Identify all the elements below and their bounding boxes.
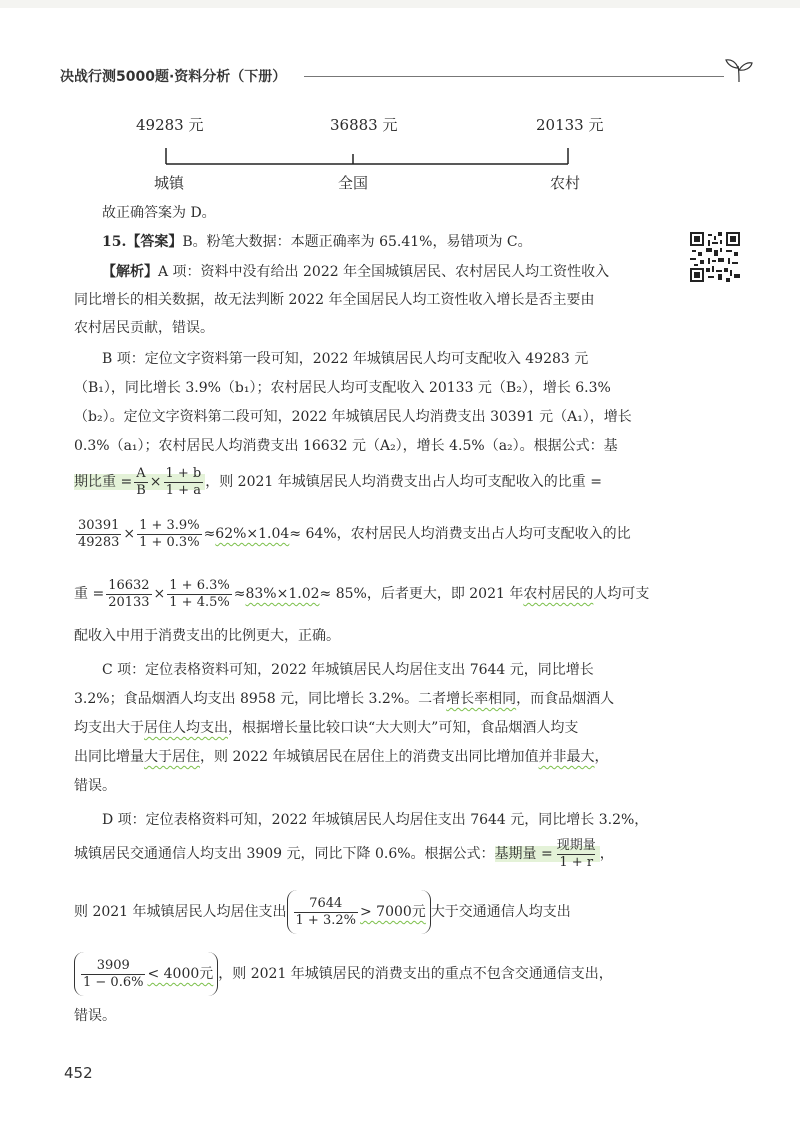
page-number: 452 xyxy=(64,1064,93,1082)
scale-value-urban: 49283 元 xyxy=(136,116,204,134)
page-header xyxy=(60,66,750,90)
analysis-text-a: A 项：资料中没有给出 2022 年全国城镇居民、农村居民人均工资性收入 xyxy=(158,264,610,280)
item-d-line-3: 则 2021 年城镇居民人均居住支出 $\frac{7644}{1 + 3.2\%}$ > 7000元 大于交通通信人均支出 xyxy=(74,890,571,934)
scale-bracket xyxy=(130,142,650,172)
top-band xyxy=(0,0,800,8)
scale-label-rural: 农村 xyxy=(550,174,581,192)
scale-label-national: 全国 xyxy=(338,174,369,192)
item-b-line-3: （b₂）。定位文字资料第二段可知，2022 年城镇居民人均消费支出 30391 元（A₁），增长 xyxy=(74,409,632,425)
item-b-line-4: 0.3%（a₁）；农村居民人均消费支出 16632 元（A₂），增长 4.5%（a₂）。根据公式：基 xyxy=(74,438,618,454)
analysis-label: 【解析】 xyxy=(102,264,158,280)
answer-label: 15.【答案】 xyxy=(102,234,183,250)
item-b-formula-line xyxy=(74,462,602,502)
income-scale-diagram xyxy=(130,114,650,198)
scale-label-urban: 城镇 xyxy=(154,174,185,192)
item-c-line-1: C 项：定位表格资料可知，2022 年城镇居民人均居住支出 7644 元，同比增长 xyxy=(102,662,594,678)
answer-line xyxy=(102,232,532,252)
sprout-icon xyxy=(724,56,754,82)
analysis-line-1 xyxy=(102,262,609,282)
scale-value-national: 36883 元 xyxy=(330,116,398,134)
fraction-rural-ratio: $\frac{16632}{20133}$ xyxy=(108,577,150,610)
paren-housing: $\frac{7644}{1 + 3.2\%}$ > 7000元 xyxy=(287,890,431,934)
conclusion-line: 故正确答案为 D。 xyxy=(102,205,216,221)
scale-value-rural: 20133 元 xyxy=(536,116,604,134)
item-b-line-2: （B₁），同比增长 3.9%（b₁）；农村居民人均可支配收入 20133 元（B₂），增长 6.3% xyxy=(74,380,611,396)
analysis-line-2: 同比增长的相关数据，故无法判断 2022 年全国居民人均工资性收入增长是否主要由 xyxy=(74,292,595,308)
paren-transport: $\frac{3909}{1 - 0.6\%}$ < 4000元 xyxy=(74,952,218,996)
item-d-line-1: D 项：定位表格资料可知，2022 年城镇居民人均居住支出 7644 元，同比增长 3.2%， xyxy=(102,812,649,828)
item-c-line-4: 出同比增量大于居住，则 2022 年城镇居民在居住上的消费支出同比增加值并非最大， xyxy=(74,749,609,765)
fraction-urban-ratio: $\frac{30391}{49283}$ xyxy=(78,517,120,550)
fraction-rural-growth: $\frac{1 + 6.3\%}{1 + 4.5\%}$ xyxy=(169,577,230,610)
item-d-line-4: $\frac{3909}{1 - 0.6\%}$ < 4000元 ，则 2021 年城镇居民的消费支出的重点不包含交通通信支出， xyxy=(74,952,613,996)
analysis-line-3: 农村居民贡献，错误。 xyxy=(74,320,214,336)
base-formula-highlight: 基期量 = $\frac{\text{现期量}}{1 + r}$ xyxy=(495,846,600,862)
item-c-line-5: 错误。 xyxy=(74,778,116,794)
formula-highlight: 期比重 = $\frac{A}{B}$ × $\frac{1 + b}{1 + a}$ xyxy=(74,474,205,490)
answer-text: B。粉笔大数据：本题正确率为 65.41%，易错项为 C。 xyxy=(182,234,532,250)
fraction-urban-growth: $\frac{1 + 3.9\%}{1 + 0.3\%}$ xyxy=(139,517,200,550)
fraction-base-period: $\frac{\text{现期量}}{1 + r}$ xyxy=(556,837,596,870)
item-c-line-2: 3.2%；食品烟酒人均支出 8958 元，同比增长 3.2%。二者增长率相同，而食品烟酒人 xyxy=(74,691,615,707)
item-d-line-2: 城镇居民交通通信人均支出 3909 元，同比下降 0.6%。根据公式：基期量 = $\frac{\text{现期量}}{1 + r}$ ， xyxy=(74,837,614,870)
header-title: 决战行测5000题·资料分析（下册） xyxy=(60,69,287,85)
item-d-conclusion: 错误。 xyxy=(74,1008,116,1024)
header-rule xyxy=(304,76,724,77)
item-b-conclusion: 配收入中用于消费支出的比例更大，正确。 xyxy=(74,628,340,644)
item-b-line-1: B 项：定位文字资料第一段可知，2022 年城镇居民人均可支配收入 49283 元 xyxy=(102,351,589,367)
item-b-calc-rural: 重 = $\frac{16632}{20133}$ × $\frac{1 + 6.3\%}{1 + 4.5\%}$ ≈83%×1.02≈ 85%，后者更大，即 2021 年农村居民的人均可支 xyxy=(74,577,650,610)
item-c-line-3: 均支出大于居住人均支出，根据增长量比较口诀“大大则大”可知，食品烟酒人均支 xyxy=(74,720,579,736)
formula-rest: ，则 2021 年城镇居民人均消费支出占人均可支配收入的比重 = xyxy=(205,474,602,490)
fraction-growth: $\frac{1 + b}{1 + a}$ xyxy=(165,465,202,498)
item-b-calc-urban: $\frac{30391}{49283}$ × $\frac{1 + 3.9\%}{1 + 0.3\%}$ ≈62%×1.04≈ 64%，农村居民人均消费支出占人均可支配收入的比 xyxy=(78,517,631,550)
fraction-a-over-b: $\frac{A}{B}$ xyxy=(136,465,146,498)
qr-code-icon xyxy=(690,232,740,282)
